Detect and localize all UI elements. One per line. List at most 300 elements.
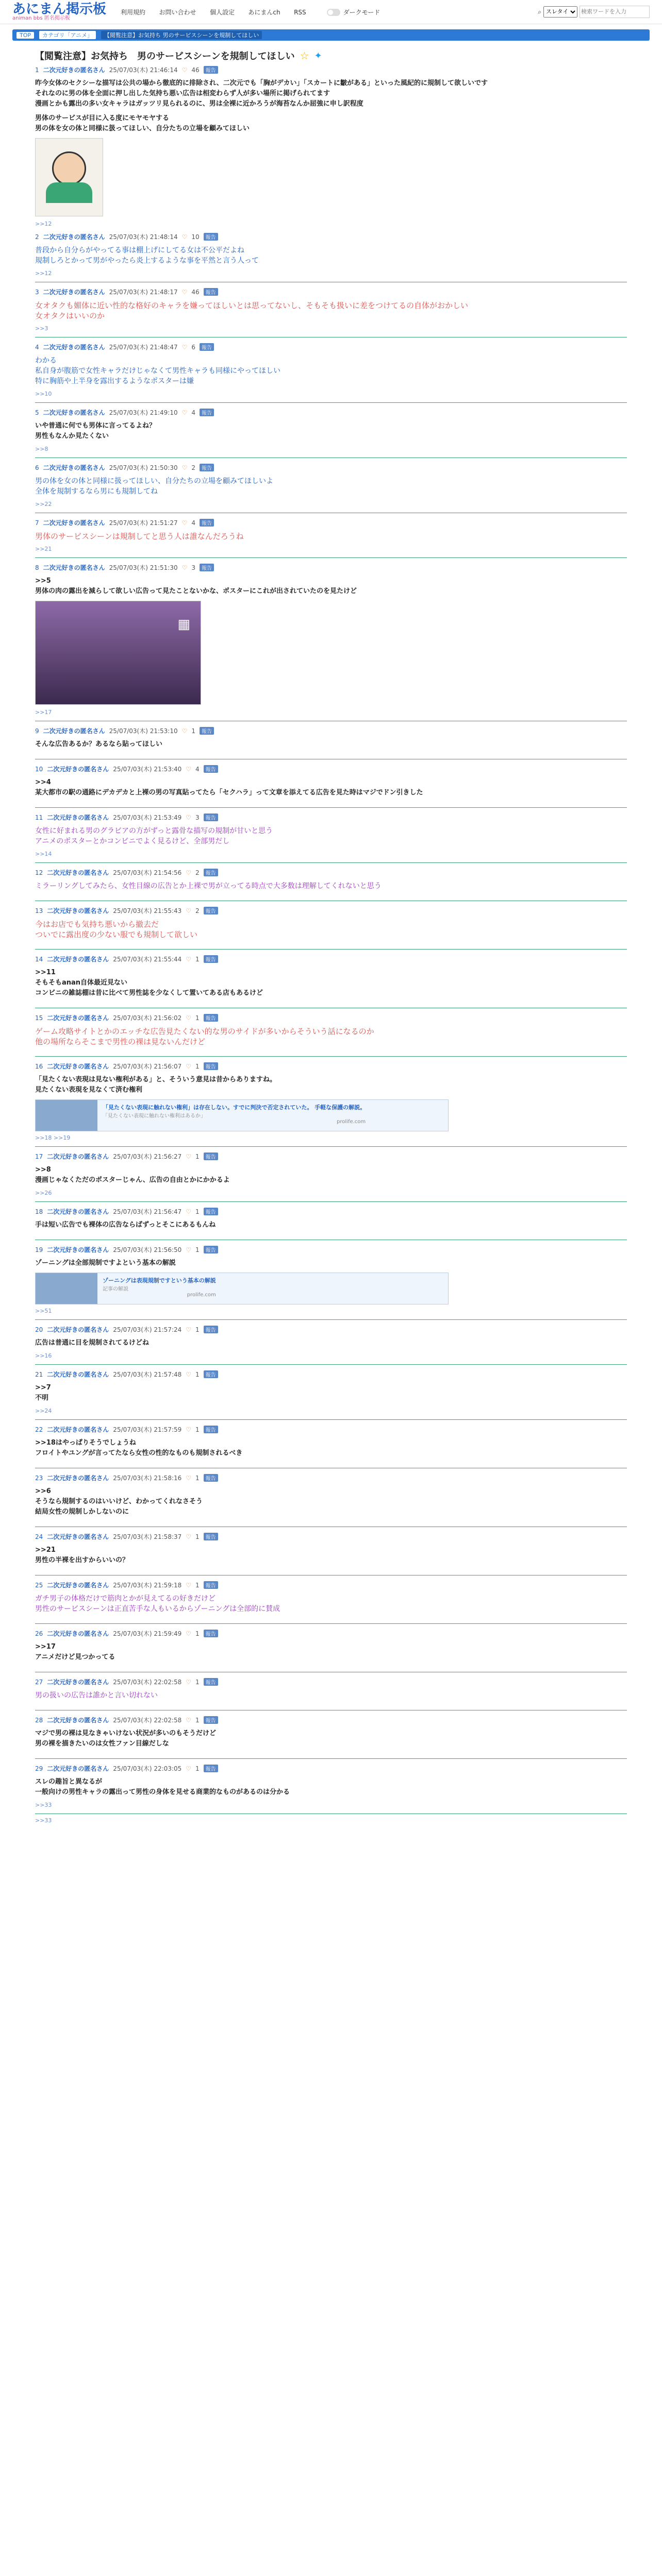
post-number[interactable]: 16 xyxy=(35,1062,43,1070)
post-number[interactable]: 19 xyxy=(35,1246,43,1253)
post-header xyxy=(35,1062,627,1071)
post-author: 二次元好きの匿名さん xyxy=(47,869,109,876)
link-card-host: prolife.com xyxy=(187,1292,216,1298)
reply-link[interactable]: >>26 xyxy=(35,1190,52,1196)
post-author: 二次元好きの匿名さん xyxy=(47,1475,109,1482)
post-date: 25/07/03(木) 22:02:58 xyxy=(113,1717,182,1724)
post-image[interactable] xyxy=(35,601,201,705)
like-icon[interactable]: ♡ xyxy=(186,1765,192,1772)
post-number[interactable]: 23 xyxy=(35,1474,43,1482)
like-icon[interactable]: ♡ xyxy=(181,288,188,296)
post-body: 男の扱いの広告は誰かと言い切れない xyxy=(35,1691,158,1700)
report-button[interactable]: 報告 xyxy=(204,1246,218,1253)
post-item xyxy=(35,1320,627,1365)
post-header xyxy=(35,1425,627,1434)
post-author: 二次元好きの匿名さん xyxy=(43,66,105,74)
report-button[interactable]: 報告 xyxy=(204,1533,218,1540)
post-item xyxy=(35,721,627,759)
post-body: >>21 男性の半裸を出すからいいの？ xyxy=(35,1546,129,1564)
like-icon[interactable]: ♡ xyxy=(186,1153,192,1160)
post-header xyxy=(35,463,627,472)
post-number[interactable]: 1 xyxy=(35,66,39,74)
reply-link[interactable]: >>12 xyxy=(35,221,52,227)
like-count: 1 xyxy=(191,727,196,735)
like-icon[interactable]: ♡ xyxy=(186,1716,192,1724)
logo-main[interactable]: あにまん掲示板 xyxy=(12,2,107,17)
like-count: 3 xyxy=(195,814,200,821)
post-item xyxy=(35,759,627,808)
post-image[interactable] xyxy=(35,138,103,216)
post-date: 25/07/03(木) 21:58:16 xyxy=(113,1475,182,1482)
post-number[interactable]: 17 xyxy=(35,1153,43,1160)
post-body: ゲーム攻略サイトとかのエッチな広告見たくない的な男のサイドが多いからそういう話になるのか 他の場所ならそこまで男性の裸は見ないんだけど xyxy=(35,1027,374,1046)
post-date: 25/07/03(木) 21:57:48 xyxy=(113,1371,182,1378)
post-author: 二次元好きの匿名さん xyxy=(47,1153,109,1160)
like-count: 4 xyxy=(191,519,196,527)
reply-link[interactable]: >>14 xyxy=(35,851,52,857)
like-count: 1 xyxy=(195,1716,200,1724)
post-author: 二次元好きの匿名さん xyxy=(43,409,105,416)
report-button[interactable]: 報告 xyxy=(204,765,218,773)
like-count: 4 xyxy=(195,765,200,773)
post-item xyxy=(35,1202,627,1240)
post-header xyxy=(35,1473,627,1482)
post-date: 25/07/03(木) 21:53:40 xyxy=(113,766,182,773)
post-body: ガチ男子の体格だけで筋肉とかが見えてるの好きだけど 男性のサービスシーンは正直苦手な人もいるからゾーニングは全部的に賛成 xyxy=(35,1595,280,1613)
report-button[interactable]: 報告 xyxy=(204,1208,218,1215)
nav-animanch[interactable]: あにまんch xyxy=(248,8,280,16)
post-number[interactable]: 12 xyxy=(35,869,43,876)
post-header xyxy=(35,1207,627,1216)
post-body: そんな広告あるか？あるなら貼ってほしい xyxy=(35,740,163,748)
crumb-top[interactable]: TOP xyxy=(16,32,34,39)
post-number[interactable]: 13 xyxy=(35,907,43,914)
post-header xyxy=(35,408,627,417)
reply-link[interactable]: >>21 xyxy=(35,546,52,552)
post-item xyxy=(35,513,627,558)
post-number[interactable]: 27 xyxy=(35,1678,43,1686)
reply-link[interactable]: >>33 xyxy=(35,1817,52,1824)
post-number[interactable]: 14 xyxy=(35,955,43,963)
post-date: 25/07/03(木) 22:02:58 xyxy=(113,1679,182,1686)
like-count: 1 xyxy=(195,1581,200,1589)
post-date: 25/07/03(木) 22:03:05 xyxy=(113,1765,182,1772)
post-body: わかる 私自身が腹筋で女性キャラだけじゃなくて男性キャラも同様にやってほしい 特に胸筋や上半身を露出するようなポスターは嫌 xyxy=(35,357,280,385)
like-icon[interactable]: ♡ xyxy=(186,1426,192,1433)
like-icon[interactable]: ♡ xyxy=(181,464,188,471)
search-input[interactable] xyxy=(580,6,650,18)
post-author: 二次元好きの匿名さん xyxy=(47,1765,109,1772)
link-card[interactable] xyxy=(35,1273,449,1304)
post-author: 二次元好きの匿名さん xyxy=(47,1208,109,1215)
post-header xyxy=(35,518,627,527)
logo-sub: animan bbs 匿名掲示板 xyxy=(12,15,70,21)
like-icon[interactable]: ♡ xyxy=(181,343,188,351)
like-icon[interactable]: ♡ xyxy=(186,765,192,773)
post-list xyxy=(0,227,662,1814)
post-body: >>7 不明 xyxy=(35,1384,51,1402)
post-number[interactable]: 6 xyxy=(35,464,39,471)
post-author: 二次元好きの匿名さん xyxy=(47,956,109,963)
link-card-image xyxy=(36,1100,97,1131)
report-button[interactable]: 報告 xyxy=(204,869,218,876)
reply-link[interactable]: >>18 >>19 xyxy=(35,1134,71,1141)
post-date: 25/07/03(木) 21:56:27 xyxy=(113,1153,182,1160)
title-row xyxy=(35,49,627,62)
post-header xyxy=(35,1716,627,1724)
post-body: 女オタクも媚体に近い性的な格好のキャラを嫌ってほしいとは思ってないし、そもそも扱いに差をつけてるの自体がおかしい 女オタクはいいのか xyxy=(35,301,469,320)
post-date: 25/07/03(木) 21:54:56 xyxy=(113,869,182,876)
post-author: 二次元好きの匿名さん xyxy=(47,1371,109,1378)
top-nav xyxy=(121,8,318,16)
post-number[interactable]: 20 xyxy=(35,1326,43,1333)
like-icon[interactable]: ♡ xyxy=(186,1533,192,1540)
like-icon[interactable]: ♡ xyxy=(186,1678,192,1686)
post-date: 25/07/03(木) 21:57:24 xyxy=(113,1326,182,1333)
post-number[interactable]: 25 xyxy=(35,1581,43,1589)
poster-graphic: ▦ xyxy=(177,617,190,632)
reply-link[interactable]: >>8 xyxy=(35,446,48,452)
report-button[interactable]: 報告 xyxy=(204,288,218,296)
search-icon: ⌕ xyxy=(538,8,541,15)
post-item xyxy=(35,901,627,950)
like-count: 1 xyxy=(195,1153,200,1160)
nav-rss[interactable]: RSS xyxy=(294,8,306,16)
post-number[interactable]: 26 xyxy=(35,1630,43,1637)
report-button[interactable]: 報告 xyxy=(204,1426,218,1433)
report-button[interactable]: 報告 xyxy=(204,1765,218,1772)
post-date: 25/07/03(木) 21:50:30 xyxy=(109,464,178,471)
post-item xyxy=(35,1468,627,1527)
link-card-title: ゾーニングは表現規制ですという基本の解説 xyxy=(103,1277,216,1284)
post-body: いや普通に何でも男体に言ってるよね？ 男性もなんか見たくない xyxy=(35,422,156,440)
post-item xyxy=(35,808,627,863)
post-item xyxy=(35,1057,627,1147)
post-header xyxy=(35,1152,627,1161)
like-count: 1 xyxy=(195,1765,200,1772)
post-number[interactable]: 10 xyxy=(35,765,43,773)
post-item xyxy=(35,1710,627,1759)
post-header xyxy=(35,1245,627,1254)
nav-terms[interactable]: 利用規約 xyxy=(121,8,146,16)
post-author: 二次元好きの匿名さん xyxy=(43,344,105,351)
post-header xyxy=(35,343,627,351)
post-header xyxy=(35,287,627,296)
like-icon[interactable]: ♡ xyxy=(186,1581,192,1589)
like-count: 1 xyxy=(195,1630,200,1637)
post-body: >>4 某大都市の駅の通路にデカデカと上裸の男の写真貼ってたら「セクハラ」って文章を添えてる広告を見た時はマジでドン引きした xyxy=(35,778,423,796)
post-date: 25/07/03(木) 21:51:27 xyxy=(109,519,178,527)
post-date: 25/07/03(木) 21:48:17 xyxy=(109,289,178,296)
report-button[interactable]: 報告 xyxy=(204,233,218,241)
link-card-desc: 「見たくない表現に触れない権利はあるか」 xyxy=(103,1113,206,1119)
reply-link[interactable]: >>24 xyxy=(35,1408,52,1414)
page-title: 【閲覧注意】お気持ち 男のサービスシーンを規制してほしい xyxy=(35,51,295,62)
report-button[interactable]: 報告 xyxy=(200,464,214,471)
post-header xyxy=(35,955,627,963)
like-count: 1 xyxy=(195,1246,200,1253)
post-author: 二次元好きの匿名さん xyxy=(47,1717,109,1724)
post-author: 二次元好きの匿名さん xyxy=(47,907,109,914)
post-item xyxy=(35,1147,627,1202)
post-item xyxy=(35,1527,627,1575)
post-number[interactable]: 18 xyxy=(35,1208,43,1215)
post-date: 25/07/03(木) 21:57:59 xyxy=(113,1426,182,1433)
breadcrumb xyxy=(12,29,650,41)
twitter-icon[interactable]: ✦ xyxy=(314,50,322,61)
post-body: 男体のサービスが目に入る度にモヤモヤする 男の体を女の体と同様に扱ってほしい、自分たちの立場を顧みてほしい xyxy=(35,114,250,132)
post-number[interactable]: 11 xyxy=(35,814,43,821)
post-item xyxy=(35,1759,627,1814)
reply-link[interactable]: >>10 xyxy=(35,391,52,397)
like-icon[interactable]: ♡ xyxy=(186,1208,192,1215)
nav-contact[interactable]: お問い合わせ xyxy=(159,8,196,16)
post-number[interactable]: 4 xyxy=(35,343,39,351)
post-date: 25/07/03(木) 21:51:30 xyxy=(109,564,178,571)
reply-link[interactable]: >>17 xyxy=(35,709,52,716)
post-author: 二次元好きの匿名さん xyxy=(47,1014,109,1022)
post-author: 二次元好きの匿名さん xyxy=(47,1582,109,1589)
post-header xyxy=(35,1013,627,1022)
post-body: >>18はやっぱりそうでしょうね フロイトやユングが言ってたなら女性の性的なものも規制されるべき xyxy=(35,1439,243,1457)
post-author: 二次元好きの匿名さん xyxy=(47,766,109,773)
post-author: 二次元好きの匿名さん xyxy=(43,727,105,735)
post-body: 広告は普通に目を規制されてるけどね xyxy=(35,1339,150,1347)
like-count: 1 xyxy=(195,1208,200,1215)
post-body: ゾーニングは全部規制ですよという基本の解説 xyxy=(35,1259,176,1267)
post-header xyxy=(35,726,627,735)
post-header xyxy=(35,1370,627,1379)
reply-link[interactable]: >>33 xyxy=(35,1802,52,1808)
like-count: 4 xyxy=(191,409,196,416)
like-icon[interactable]: ♡ xyxy=(186,814,192,821)
post-author: 二次元好きの匿名さん xyxy=(43,464,105,471)
post-number[interactable]: 22 xyxy=(35,1426,43,1433)
post-body: 昨今女体のセクシーな描写は公共の場から徹底的に排除され、二次元でも「胸がデカい」「スカートに皺がある」といった風紀的に規制して欲しいです それなのに男の体を全面に押し出した気持ち悪い広告は相変わらず人が多い場所に掲げられてます 漫画とかも露出の多い女キャラはガッツリ見られるのに、男は全裸に近かろうが海苔なんか屈強に申し訳程度 xyxy=(35,79,488,108)
post-date: 25/07/03(木) 21:56:47 xyxy=(113,1208,182,1215)
like-icon[interactable]: ♡ xyxy=(186,955,192,963)
post-body: 男体のサービスシーンは規制してと思う人は誰なんだろうね xyxy=(35,532,244,541)
post-author: 二次元好きの匿名さん xyxy=(47,1063,109,1070)
post-author: 二次元好きの匿名さん xyxy=(47,1679,109,1686)
first-post xyxy=(35,65,627,227)
post-number[interactable]: 3 xyxy=(35,288,39,296)
like-icon[interactable]: ♡ xyxy=(186,1246,192,1253)
post-item xyxy=(35,558,627,721)
like-icon[interactable]: ♡ xyxy=(186,1062,192,1070)
post-author: 二次元好きの匿名さん xyxy=(43,519,105,527)
post-body: 男の体を女の体と同様に扱ってほしい、自分たちの立場を顧みてほしいよ 全体を規制するなら男にも規制してね xyxy=(35,477,273,496)
like-count: 2 xyxy=(195,907,200,914)
like-icon[interactable]: ♡ xyxy=(181,66,188,74)
crumb-category[interactable]: カテゴリ「アニメ」 xyxy=(39,31,96,39)
post-body: >>8 漫画じゃなくただのポスターじゃん、広告の自由とかにかかるよ xyxy=(35,1166,230,1184)
post-date: 25/07/03(木) 21:49:10 xyxy=(109,409,178,416)
post-number[interactable]: 7 xyxy=(35,519,39,527)
like-count: 1 xyxy=(195,955,200,963)
post-author: 二次元好きの匿名さん xyxy=(47,1630,109,1637)
post-number[interactable]: 24 xyxy=(35,1533,43,1540)
reply-link[interactable]: >>12 xyxy=(35,270,52,277)
reply-link[interactable]: >>51 xyxy=(35,1308,52,1314)
report-button[interactable]: 報告 xyxy=(204,1326,218,1333)
post-header xyxy=(35,1677,627,1686)
search-type-select[interactable] xyxy=(543,6,577,18)
post-date: 25/07/03(木) 21:56:50 xyxy=(113,1246,182,1253)
post-item xyxy=(35,282,627,337)
post-date: 25/07/03(木) 21:56:07 xyxy=(113,1063,182,1070)
reply-link[interactable]: >>22 xyxy=(35,501,52,507)
like-icon[interactable]: ♡ xyxy=(186,1630,192,1637)
crumb-thread[interactable]: 【閲覧注意】お気持ち 男のサービスシーンを規制してほしい xyxy=(101,31,262,39)
post-author: 二次元好きの匿名さん xyxy=(47,1426,109,1433)
post-item xyxy=(35,1575,627,1624)
post-body: 今はお店でも気持ち悪いから撤去だ ついでに露出度の少ない服でも規制して欲しい xyxy=(35,920,198,939)
report-button[interactable]: 報告 xyxy=(200,564,214,571)
post-author: 二次元好きの匿名さん xyxy=(47,1326,109,1333)
post-body: ミラーリングしてみたら、女性目線の広告とか上裸で男が立ってる時点で大多数は理解してくれないと思う xyxy=(35,882,382,890)
report-button[interactable]: 報告 xyxy=(200,409,214,416)
report-button[interactable]: 報告 xyxy=(204,1014,218,1022)
post-header xyxy=(35,765,627,773)
post-number[interactable]: 28 xyxy=(35,1716,43,1724)
like-count: 1 xyxy=(195,1014,200,1022)
post-header xyxy=(35,1325,627,1334)
post-author: 二次元好きの匿名さん xyxy=(47,1246,109,1253)
post-number[interactable]: 8 xyxy=(35,564,39,571)
post-date: 25/07/03(木) 21:59:18 xyxy=(113,1582,182,1589)
post-item xyxy=(35,337,627,403)
post-body: >>5 男体の肉の露出を減らして欲しい広告って見たことないかな、ポスターにこれが出されていたのを見たけど xyxy=(35,577,357,595)
post-body: >>11 そもそもanan自体最近見ない コンビニの雑誌棚は昔に比べて男性誌を少なくして置いてある店もあるけど xyxy=(35,969,263,997)
post-body: 女性に好まれる男のグラビアの方がずっと露骨な描写の規制が甘いと思う アニメのポスターとかコンビニでよく見るけど、全部男だし xyxy=(35,827,273,845)
like-icon[interactable]: ♡ xyxy=(186,1326,192,1333)
post-header xyxy=(35,868,627,877)
site-logo[interactable] xyxy=(12,3,106,21)
post-header xyxy=(35,1581,627,1589)
like-icon[interactable]: ♡ xyxy=(186,1474,192,1482)
header xyxy=(0,0,662,24)
like-icon[interactable]: ♡ xyxy=(186,907,192,914)
like-count: 1 xyxy=(195,1474,200,1482)
dark-mode-toggle[interactable] xyxy=(327,8,380,16)
report-button[interactable]: 報告 xyxy=(204,1716,218,1724)
post-item xyxy=(35,863,627,901)
post-author: 二次元好きの匿名さん xyxy=(43,289,105,296)
like-count: 2 xyxy=(195,869,200,876)
post-number[interactable]: 15 xyxy=(35,1014,43,1022)
like-count: 1 xyxy=(195,1062,200,1070)
post-body: >>17 アニメだけど見つかってる xyxy=(35,1643,115,1661)
post-item xyxy=(35,1008,627,1057)
report-button[interactable]: 報告 xyxy=(204,1630,218,1637)
post-number[interactable]: 29 xyxy=(35,1765,43,1772)
report-button[interactable]: 報告 xyxy=(204,955,218,963)
report-button[interactable]: 報告 xyxy=(204,1062,218,1070)
post-number[interactable]: 21 xyxy=(35,1370,43,1378)
post-item xyxy=(35,1624,627,1672)
like-count: 1 xyxy=(195,1370,200,1378)
post-date: 25/07/03(木) 21:53:49 xyxy=(113,814,182,821)
like-count: 1 xyxy=(195,1426,200,1433)
report-button[interactable]: 報告 xyxy=(204,1581,218,1589)
post-date: 25/07/03(木) 21:48:47 xyxy=(109,344,178,351)
report-button[interactable]: 報告 xyxy=(204,1370,218,1378)
like-count: 10 xyxy=(191,233,200,241)
link-card-desc: 記事の解説 xyxy=(103,1286,128,1292)
post-author: 二次元好きの匿名さん xyxy=(47,1533,109,1540)
like-count: 1 xyxy=(195,1678,200,1686)
reply-link[interactable]: >>3 xyxy=(35,325,48,332)
post-number[interactable]: 9 xyxy=(35,727,39,735)
report-button[interactable]: 報告 xyxy=(204,814,218,821)
like-icon[interactable]: ♡ xyxy=(186,869,192,876)
post-author: 二次元好きの匿名さん xyxy=(47,814,109,821)
like-icon[interactable]: ♡ xyxy=(181,233,188,241)
post-item xyxy=(35,1672,627,1710)
like-icon[interactable]: ♡ xyxy=(186,1370,192,1378)
post-date: 25/07/03(木) 21:59:49 xyxy=(113,1630,182,1637)
post-item xyxy=(35,403,627,458)
search-area xyxy=(538,6,650,18)
report-button[interactable]: 報告 xyxy=(200,519,214,527)
post-number[interactable]: 5 xyxy=(35,409,39,416)
post-header xyxy=(35,1764,627,1773)
like-icon[interactable]: ♡ xyxy=(181,409,188,416)
post-header xyxy=(35,563,627,572)
post-author: 二次元好きの匿名さん xyxy=(43,233,105,241)
post-item xyxy=(35,1240,627,1320)
reply-link[interactable]: >>16 xyxy=(35,1352,52,1359)
like-icon[interactable]: ♡ xyxy=(186,1014,192,1022)
report-button[interactable]: 報告 xyxy=(204,66,218,74)
report-button[interactable]: 報告 xyxy=(204,907,218,914)
report-button[interactable]: 報告 xyxy=(200,727,214,735)
like-icon[interactable]: ♡ xyxy=(181,564,188,571)
post-header xyxy=(35,232,627,241)
report-button[interactable]: 報告 xyxy=(204,1474,218,1482)
post-body: >>6 そうなら規制するのはいいけど、わかってくれなさそう 結局女性の規制しかしないのに xyxy=(35,1487,203,1516)
post-item xyxy=(35,1365,627,1420)
post-item xyxy=(35,227,627,282)
like-count: 1 xyxy=(195,1326,200,1333)
post-date: 25/07/03(木) 21:56:02 xyxy=(113,1014,182,1022)
link-card[interactable] xyxy=(35,1099,449,1131)
post-date: 25/07/03(木) 21:53:10 xyxy=(109,727,178,735)
post-body: 手は短い広告でも裸体の広告ならばずっとそこにあるもんね xyxy=(35,1221,216,1229)
report-button[interactable]: 報告 xyxy=(204,1153,218,1160)
post-date: 25/07/03(木) 21:55:44 xyxy=(113,956,182,963)
post-number[interactable]: 2 xyxy=(35,233,39,241)
post-body: スレの趣旨と異なるが 一般向けの男性キャラの露出って男性の身体を見せる商業的なものがあるのは分かる xyxy=(35,1778,290,1796)
post-date: 25/07/03(木) 21:46:14 xyxy=(109,66,178,74)
post-date: 25/07/03(木) 21:58:37 xyxy=(113,1533,182,1540)
like-icon[interactable]: ♡ xyxy=(181,519,188,527)
nav-settings[interactable]: 個人設定 xyxy=(209,8,235,16)
star-icon[interactable]: ☆ xyxy=(300,49,309,62)
like-count: 6 xyxy=(191,343,196,351)
post-date: 25/07/03(木) 21:55:43 xyxy=(113,907,182,914)
post-header xyxy=(35,1629,627,1638)
report-button[interactable]: 報告 xyxy=(204,1678,218,1686)
like-count: 46 xyxy=(191,66,200,74)
like-icon[interactable]: ♡ xyxy=(181,727,188,735)
post-header xyxy=(35,65,627,74)
report-button[interactable]: 報告 xyxy=(200,343,214,351)
character-face-icon xyxy=(52,151,86,185)
dark-mode-label: ダークモード xyxy=(343,8,380,16)
like-count: 46 xyxy=(191,288,200,296)
